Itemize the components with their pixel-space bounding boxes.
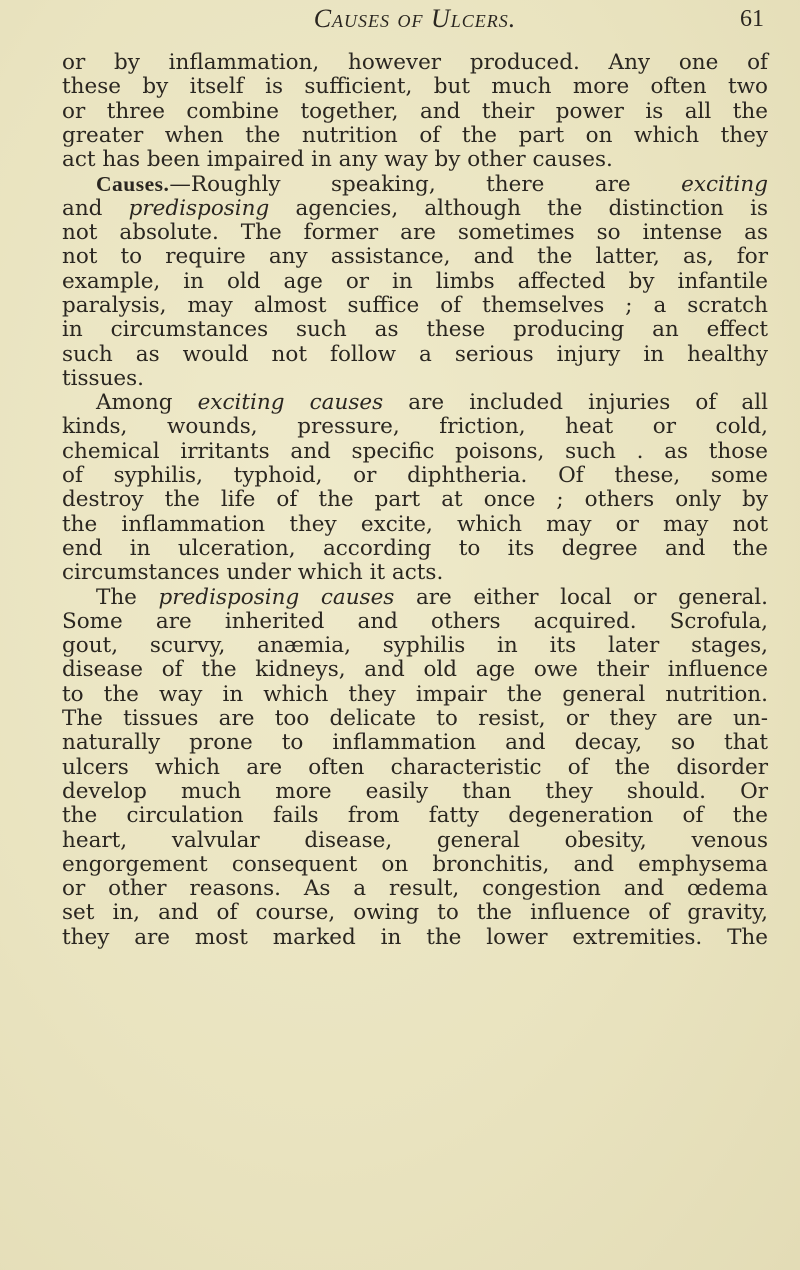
italic-term: predisposing bbox=[128, 195, 270, 221]
text-line bbox=[62, 731, 768, 755]
page-number: 61 bbox=[740, 6, 764, 32]
text-line bbox=[62, 391, 768, 415]
text-line bbox=[62, 756, 768, 780]
text-segment: —Roughly speaking, there are bbox=[169, 172, 682, 198]
text-line bbox=[62, 877, 768, 901]
text-line bbox=[62, 318, 768, 342]
running-head bbox=[62, 4, 768, 34]
text-line bbox=[62, 464, 768, 488]
italic-term: predisposing causes bbox=[158, 584, 395, 610]
text-segment: heart, valvular disease, general obesity, venous bbox=[62, 827, 768, 853]
text-segment: paralysis, may almost suffice of themselves ; a scratch bbox=[62, 292, 768, 318]
text-line bbox=[62, 610, 768, 634]
text-line bbox=[62, 415, 768, 439]
text-line bbox=[62, 51, 768, 75]
text-line bbox=[62, 513, 768, 537]
text-segment: the inflammation they excite, which may or may not bbox=[62, 511, 768, 537]
text-line bbox=[62, 124, 768, 148]
text-line bbox=[62, 853, 768, 877]
text-segment: Some are inherited and others acquired. Scrofula, bbox=[62, 608, 768, 634]
text-segment: or other reasons. As a result, congestion and œdema bbox=[62, 876, 768, 902]
text-line bbox=[62, 707, 768, 731]
body-text bbox=[62, 51, 768, 950]
text-line bbox=[62, 634, 768, 658]
text-segment: or three combine together, and their power is all the bbox=[62, 98, 768, 124]
text-line bbox=[62, 197, 768, 221]
text-line bbox=[62, 683, 768, 707]
text-line bbox=[62, 586, 768, 610]
section-side-heading: Causes. bbox=[96, 172, 170, 197]
text-line bbox=[62, 245, 768, 269]
text-line bbox=[62, 148, 768, 172]
text-line bbox=[62, 901, 768, 925]
text-line bbox=[62, 488, 768, 512]
text-segment: they are most marked in the lower extremities. The bbox=[62, 924, 768, 950]
text-segment: end in ulceration, according to its degree and the bbox=[62, 535, 768, 561]
text-segment: greater when the nutrition of the part on which they bbox=[62, 122, 768, 148]
text-segment: the circulation fails from fatty degeneration of the bbox=[62, 803, 768, 829]
text-line bbox=[62, 829, 768, 853]
text-line bbox=[62, 537, 768, 561]
text-line bbox=[62, 172, 768, 196]
text-segment: these by itself is sufficient, but much more often two bbox=[62, 74, 768, 100]
text-segment: disease of the kidneys, and old age owe their influence bbox=[62, 657, 768, 683]
text-segment: are either local or general. bbox=[394, 584, 769, 610]
running-title: Causes of Ulcers. bbox=[313, 4, 517, 33]
text-line bbox=[62, 926, 768, 950]
text-segment: kinds, wounds, pressure, friction, heat or cold, bbox=[62, 414, 768, 440]
book-page bbox=[62, 0, 768, 1270]
text-segment: Among bbox=[96, 390, 198, 416]
text-segment: engorgement consequent on bronchitis, and emphysema bbox=[62, 851, 768, 877]
text-segment: ulcers which are often characteristic of the disorder bbox=[62, 754, 768, 780]
text-segment: The tissues are too delicate to resist, or they are un- bbox=[62, 706, 768, 732]
text-line bbox=[62, 75, 768, 99]
text-segment: agencies, although the distinction is bbox=[269, 195, 768, 221]
italic-term: exciting causes bbox=[197, 390, 384, 416]
text-segment: to the way in which they impair the general nutrition. bbox=[62, 681, 768, 707]
text-line bbox=[62, 440, 768, 464]
text-line bbox=[62, 561, 768, 585]
text-segment: in circumstances such as these producing an effect bbox=[62, 317, 768, 343]
text-segment: naturally prone to inflammation and decay, so that bbox=[62, 730, 768, 756]
text-segment: of syphilis, typhoid, or diphtheria. Of these, some bbox=[62, 463, 768, 489]
text-line bbox=[62, 780, 768, 804]
text-segment: chemical irritants and specific poisons, such . as those bbox=[62, 438, 768, 464]
text-segment: develop much more easily than they should. Or bbox=[62, 778, 768, 804]
text-segment: tissues. bbox=[62, 365, 145, 391]
text-line bbox=[62, 367, 768, 391]
text-segment: not to require any assistance, and the latter, as, for bbox=[62, 244, 768, 270]
text-line bbox=[62, 804, 768, 828]
text-line bbox=[62, 658, 768, 682]
text-line bbox=[62, 294, 768, 318]
italic-term: exciting bbox=[681, 172, 768, 198]
text-segment: set in, and of course, owing to the influence of gravity, bbox=[62, 900, 768, 926]
text-line bbox=[62, 270, 768, 294]
text-segment: are included injuries of all bbox=[383, 390, 768, 416]
text-segment: and bbox=[62, 195, 129, 221]
text-segment: act has been impaired in any way by other causes. bbox=[62, 147, 613, 173]
text-segment: such as would not follow a serious injury in healthy bbox=[62, 341, 768, 367]
text-line bbox=[62, 221, 768, 245]
text-segment: gout, scurvy, anæmia, syphilis in its later stages, bbox=[62, 633, 768, 659]
text-segment: destroy the life of the part at once ; others only by bbox=[62, 487, 768, 513]
text-line bbox=[62, 100, 768, 124]
text-segment: or by inflammation, however produced. Any one of bbox=[62, 50, 768, 75]
text-segment: The bbox=[96, 584, 159, 610]
text-segment: circumstances under which it acts. bbox=[62, 560, 444, 586]
text-segment: not absolute. The former are sometimes so intense as bbox=[62, 220, 768, 246]
text-segment: example, in old age or in limbs affected by infantile bbox=[62, 268, 768, 294]
text-line bbox=[62, 343, 768, 367]
